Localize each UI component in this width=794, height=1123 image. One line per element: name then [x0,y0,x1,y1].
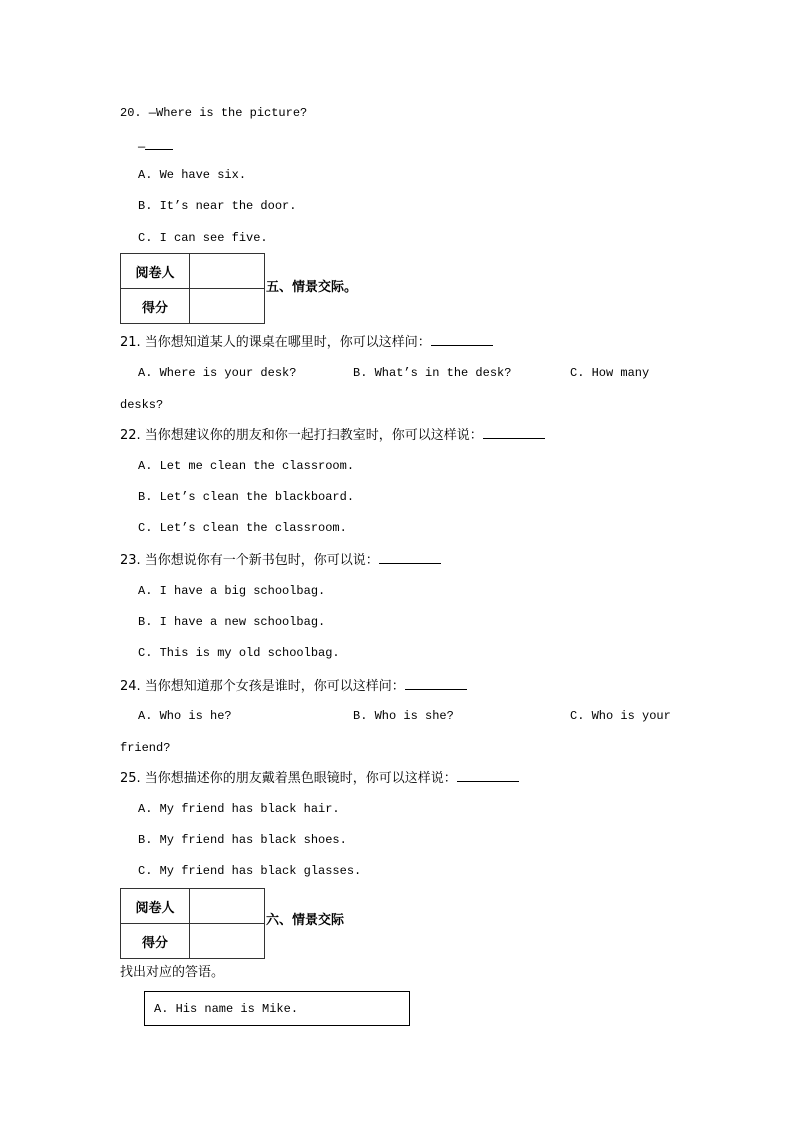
q20-answer-line [138,137,173,155]
q21-option-c: C. How many [570,366,650,380]
answer-blank [379,551,441,564]
q25-stem [120,769,519,787]
score-cell [190,289,265,324]
q24-option-a: A. Who is he? [138,709,232,723]
stem-text: 24. 当你想知道那个女孩是谁时，你可以这样问： [120,679,405,694]
q21-stem [120,333,493,351]
q22-option-c: C. Let’s clean the classroom. [138,521,347,535]
q23-option-c: C. This is my old schoolbag. [138,646,340,660]
stem-text: 23. 当你想说你有一个新书包时，你可以说： [120,553,379,568]
section-5-title: 五、情景交际。 [266,280,358,295]
q22-stem [120,426,545,444]
score-label: 得分 [121,289,190,324]
instruction: 找出对应的答语。 [120,965,225,980]
reviewer-label: 阅卷人 [121,254,190,289]
q22-option-b: B. Let’s clean the blackboard. [138,490,355,504]
q23-stem [120,551,441,569]
answer-blank [483,426,545,439]
q25-option-c: C. My friend has black glasses. [138,864,362,878]
score-label: 得分 [121,924,190,959]
q21-option-b: B. What’s in the desk? [353,366,512,380]
q23-option-b: B. I have a new schoolbag. [138,615,326,629]
q25-option-b: B. My friend has black shoes. [138,833,347,847]
q24-option-b: B. Who is she? [353,709,454,723]
q24-option-c-wrap: friend? [120,741,171,755]
section-6-title: 六、情景交际 [266,913,345,928]
q24-stem [120,677,467,695]
q22-option-a: A. Let me clean the classroom. [138,459,355,473]
q20-option-a: A. We have six. [138,168,247,182]
answer-blank [457,769,519,782]
reviewer-cell [190,254,265,289]
answer-option-a: A. His name is Mike. [154,1002,299,1016]
answer-box [144,991,410,1026]
q20-option-c: C. I can see five. [138,231,268,245]
q20-stem: 20. —Where is the picture? [120,106,308,120]
q25-option-a: A. My friend has black hair. [138,802,340,816]
reviewer-label: 阅卷人 [121,889,190,924]
dash: — [138,140,146,154]
q23-option-a: A. I have a big schoolbag. [138,584,326,598]
q20-option-b: B. It’s near the door. [138,199,297,213]
q24-option-c: C. Who is your [570,709,671,723]
score-table-2 [120,888,265,959]
answer-blank [145,137,173,150]
answer-blank [431,333,493,346]
stem-text: 21. 当你想知道某人的课桌在哪里时，你可以这样问： [120,335,431,350]
q21-option-c-wrap: desks? [120,398,164,412]
stem-text: 25. 当你想描述你的朋友戴着黑色眼镜时，你可以这样说： [120,771,457,786]
q21-option-a: A. Where is your desk? [138,366,297,380]
stem-text: 22. 当你想建议你的朋友和你一起打扫教室时，你可以这样说： [120,428,483,443]
score-cell [190,924,265,959]
reviewer-cell [190,889,265,924]
answer-blank [405,677,467,690]
score-table [120,253,265,324]
